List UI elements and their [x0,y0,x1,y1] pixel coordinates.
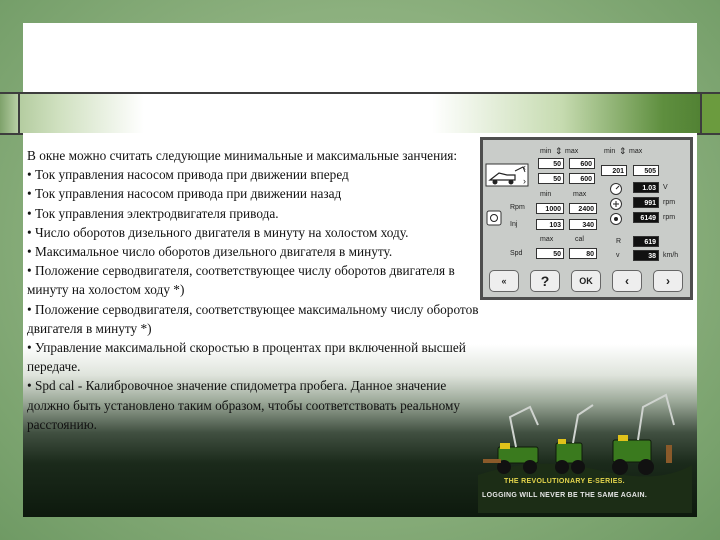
rpm-max-field[interactable]: 2400 [569,203,597,214]
bullet: • Ток управления насосом привода при движении назад [27,186,342,202]
bullet: • Положение серводвигателя, соответствующее максимальному числу оборотов двигателя в минуту *) [27,301,479,336]
motor-max-field[interactable]: 505 [633,165,659,176]
chevron-right-icon: › [523,176,526,186]
gauge-icon [609,182,623,196]
fwd-max-field[interactable]: 600 [569,158,595,169]
rpm-unit: rpm [663,199,676,206]
max-label: max [573,191,587,198]
help-button[interactable]: ? [530,270,560,292]
next-button[interactable]: › [653,270,683,292]
motor-rpm-readout: 6149 [633,212,659,223]
back-button[interactable]: « [489,270,519,292]
rpm-min-field[interactable]: 1000 [536,203,564,214]
control-panel [480,137,693,300]
bullet: • Максимальное число оборотов дизельного двигателя в минуту. [27,244,393,260]
volt-unit: V [663,184,668,191]
speed-unit: km/h [663,252,679,259]
band-left-square [0,94,18,133]
ok-button[interactable]: OK [571,270,601,292]
rpm-label: Rpm [510,204,525,211]
inj-label: Inj [510,221,518,228]
spd-label: Spd [510,250,523,257]
bullet: • Ток управления электродвигателя привода. [27,205,279,221]
spd-max-field[interactable]: 50 [536,248,564,259]
header-max-label: max [629,148,643,155]
motor-rpm-unit: rpm [663,214,676,221]
rev-min-field[interactable]: 50 [538,173,564,184]
spd-cal-field[interactable]: 80 [569,248,597,259]
inj-max-field[interactable]: 340 [569,219,597,230]
panel-screen [483,140,690,297]
prev-button[interactable]: ‹ [612,270,642,292]
bullet: • Управление максимальной скоростью в процентах при включенной высшей передаче. [27,340,466,375]
header-min-label: min [604,148,616,155]
updown-icon: ⇕ [555,146,563,156]
bullet: • Spd cal - Калибровочное значение спидометра пробега. Данное значение должно быть установлено таким образом, чтобы соответствовать реальному расстоянию. [27,378,461,432]
max-label: max [540,236,554,243]
band-divider [18,94,20,133]
chevron-left-icon: ‹ [523,162,526,172]
voltage-readout: 1.03 [633,182,659,193]
band-right-square [702,94,720,133]
slogan-line-1: THE REVOLUTIONARY E-SERIES. [504,478,625,485]
header-band [0,92,720,135]
bullet: • Положение серводвигателя, соответствующее числу оборотов двигателя в минуту на холостом ходу *) [27,263,455,298]
paragraph: В окне можно считать следующие минимальные и максимальные занчения: [27,148,458,163]
min-label: min [540,191,552,198]
fwd-min-field[interactable]: 50 [538,158,564,169]
rpm-readout: 991 [633,197,659,208]
inj-min-field[interactable]: 103 [536,219,564,230]
header-max-label: max [565,148,579,155]
speed-readout: 38 [633,250,659,261]
engine-icon [486,210,502,226]
v-label: v [616,252,620,259]
motor-min-field[interactable]: 201 [601,165,627,176]
rev-max-field[interactable]: 600 [569,173,595,184]
motor-icon [609,212,623,226]
r-label: R [616,238,622,245]
slogan-line-2: LOGGING WILL NEVER BE THE SAME AGAIN. [482,492,648,499]
fan-icon [609,197,623,211]
r-readout: 619 [633,236,659,247]
bullet: • Ток управления насосом привода при движении вперед [27,167,349,183]
description-text [27,146,479,434]
updown-icon: ⇕ [619,146,627,156]
cal-label: cal [575,236,584,243]
header-min-label: min [540,148,552,155]
bullet: • Число оборотов дизельного двигателя в минуту на холостом ходу. [27,224,409,240]
